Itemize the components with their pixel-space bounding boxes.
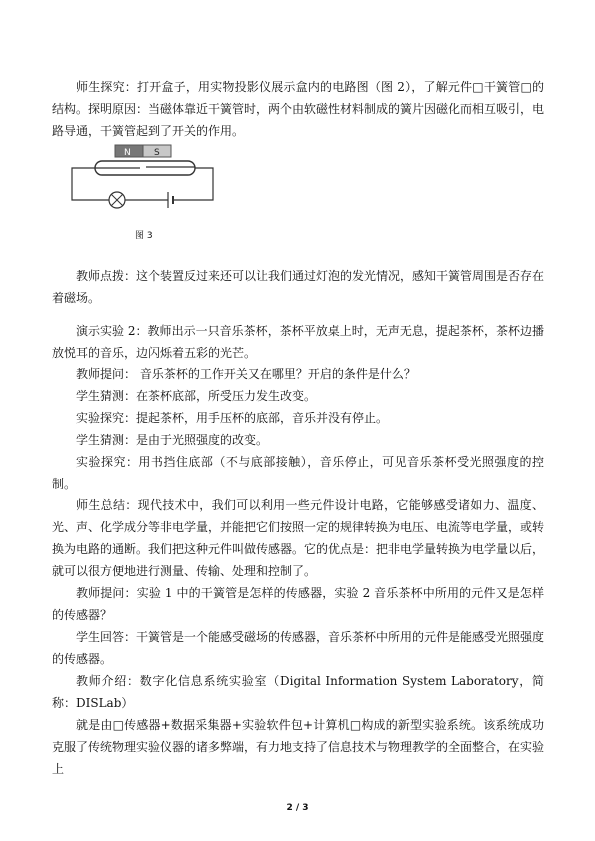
- paragraph-dislab-desc: 就是由□传感器+数据采集器+实验软件包+计算机□构成的新型实验系统。该系统成功克服了传统物理实验仪器的诸多弊端，有力地支持了信息技术与物理教学的全面整合，在实验上: [52, 718, 545, 776]
- paragraph-answer: 学生回答：干簧管是一个能感受磁场的传感器，音乐茶杯中所用的元件是能感受光照强度的传感器。: [52, 630, 545, 666]
- circuit-diagram: [68, 143, 218, 213]
- paragraph-experiment1: 实验探究：提起茶杯，用手压杯的底部，音乐并没有停止。: [76, 411, 389, 425]
- wire-left: [72, 168, 109, 200]
- magnet-n-label: N: [124, 148, 131, 158]
- paragraph-demo2: 演示实验 2：教师出示一只音乐茶杯，茶杯平放桌上时，无声无息，提起茶杯，茶杯边播放悦耳的音乐，边闪烁着五彩的光芒。: [52, 324, 544, 360]
- page-number: 2 / 3: [286, 803, 309, 813]
- paragraph-experiment2: 实验探究：用书挡住底部（不与底部接触），音乐停止，可见音乐茶杯受光照强度的控制。: [52, 455, 544, 491]
- paragraph-hint: 教师点拨：这个装置反过来还可以让我们通过灯泡的发光情况，感知干簧管周围是否存在着磁场。: [52, 269, 545, 305]
- paragraph-question2: 教师提问：实验 1 中的干簧管是怎样的传感器，实验 2 音乐茶杯中所用的元件又是怎样的传感器？: [52, 586, 544, 622]
- paragraph-question1: 教师提问： 音乐茶杯的工作开关又在哪里？开启的条件是什么？: [76, 367, 416, 381]
- paragraph-intro: 师生探究：打开盒子，用实物投影仪展示盒内的电路图（图 2），了解元件□干簧管□的结构。探明原因：当磁体靠近干簧管时，两个由软磁性材料制成的簧片因磁化而相互吸引，电路导通，干簧管起到了开关的作用。: [52, 80, 545, 138]
- paragraph-dislab-intro: 教师介绍：数字化信息系统实验室（Digital Information System Laboratory，简称：DISLab）: [52, 674, 544, 710]
- paragraph-guess1: 学生猜测：在茶杯底部，所受压力发生改变。: [76, 389, 317, 403]
- paragraph-summary: 师生总结：现代技术中，我们可以利用一些元件设计电路，它能够感受诸如力、温度、光、声、化学成分等非电学量，并能把它们按照一定的规律转换为电压、电流等电学量，或转换为电路的通断。我们把这种元件叫做传感器。它的优点是：把非电学量转换为电学量以后，就可以很方便地进行测量、传输、处理和控制了。: [52, 498, 545, 578]
- figure-caption: 图 3: [135, 231, 153, 241]
- paragraph-guess2: 学生猜测：是由于光照强度的改变。: [76, 433, 269, 447]
- circuit-figure: [68, 143, 218, 213]
- magnet-s-label: S: [154, 148, 160, 158]
